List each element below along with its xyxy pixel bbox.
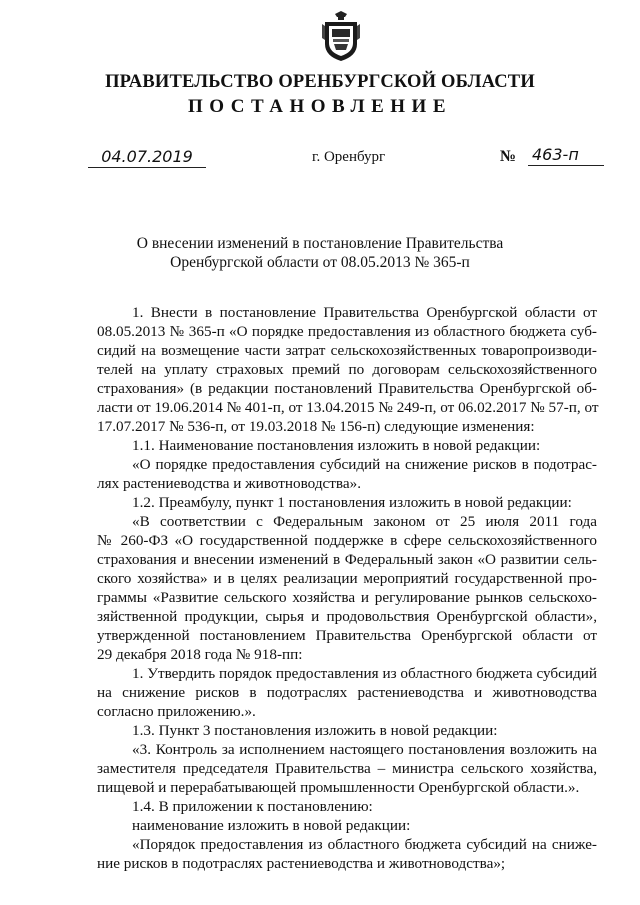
body-line: пищевой и перерабатывающей промышленности Оренбургской области.». [97, 779, 580, 796]
document-type: ПОСТАНОВЛЕНИЕ [187, 96, 453, 117]
document-date: 04.07.2019 [88, 147, 206, 168]
body-line: зяйственной продукции, сырья и продовольствия Оренбургской области», [97, 608, 597, 625]
body-line: «В соответствии с Федеральным законом от 25 июля 2011 года [132, 513, 597, 530]
coat-of-arms-emblem [322, 10, 360, 62]
body-line: ласти от 19.06.2014 № 401-п, от 13.04.2015 № 249-п, от 06.02.2017 № 57-п, от [97, 399, 599, 416]
body-line: «Порядок предоставления из областного бюджета субсидий на сниже- [132, 836, 597, 853]
body-line: заместителя председателя Правительства – министра сельского хозяйства, [97, 760, 597, 777]
body-line: согласно приложению.». [97, 703, 256, 720]
body-line: «О порядке предоставления субсидий на снижение рисков в подотрас- [132, 456, 597, 473]
body-line: «3. Контроль за исполнением настоящего постановления возложить на [132, 741, 597, 758]
body-line: наименование изложить в новой редакции: [132, 817, 411, 834]
document-number-label: № [500, 148, 517, 165]
body-line: телей на уплату страховых премий по договорам сельскохозяйственного [97, 361, 597, 378]
body-line: сидий на возмещение части затрат сельскохозяйственных товаропроизводи- [97, 342, 597, 359]
body-line: 1.1. Наименование постановления изложить в новой редакции: [132, 437, 541, 454]
body-line: 08.05.2013 № 365-п «О порядке предоставления из областного бюджета суб- [97, 323, 597, 340]
document-number: 463-п [528, 145, 604, 166]
body-line: № 260-ФЗ «О государственной поддержке в сфере сельскохозяйственного [97, 532, 597, 549]
body-line: утвержденной постановлением Правительства Оренбургской области от [97, 627, 597, 644]
body-line: 1.2. Преамбулу, пункт 1 постановления изложить в новой редакции: [132, 494, 572, 511]
document-title-line-1: О внесении изменений в постановление Правительства [136, 235, 504, 252]
body-line: 1.4. В приложении к постановлению: [132, 798, 373, 815]
document-city: г. Оренбург [312, 149, 386, 165]
document-title-line-2: Оренбургской области от 08.05.2013 № 365-п [170, 254, 470, 271]
body-line: 1. Внести в постановление Правительства Оренбургской области от [132, 304, 597, 321]
body-line: страхования и внесении изменений в Федеральный закон «О развитии сель- [97, 551, 597, 568]
body-line: страхования» (в редакции постановлений Правительства Оренбургской об- [97, 380, 597, 397]
body-line: ского хозяйства» и в целях реализации мероприятий государственной про- [97, 570, 597, 587]
body-line: 17.07.2017 № 536-п, от 19.03.2018 № 156-п) следующие изменения: [97, 418, 535, 435]
body-line: граммы «Развитие сельского хозяйства и регулирование рынков сельскохо- [97, 589, 597, 606]
body-line: 29 декабря 2018 года № 918-пп: [97, 646, 303, 663]
body-line: 1.3. Пункт 3 постановления изложить в новой редакции: [132, 722, 498, 739]
government-name: ПРАВИТЕЛЬСТВО ОРЕНБУРГСКОЙ ОБЛАСТИ [105, 72, 535, 92]
body-line: ние рисков в подотраслях растениеводства и животноводства»; [97, 855, 506, 872]
body-line: на снижение рисков в подотраслях растениеводства и животноводства [97, 684, 597, 701]
body-line: лях растениеводства и животноводства». [97, 475, 362, 492]
body-line: 1. Утвердить порядок предоставления из областного бюджета субсидий [132, 665, 597, 682]
